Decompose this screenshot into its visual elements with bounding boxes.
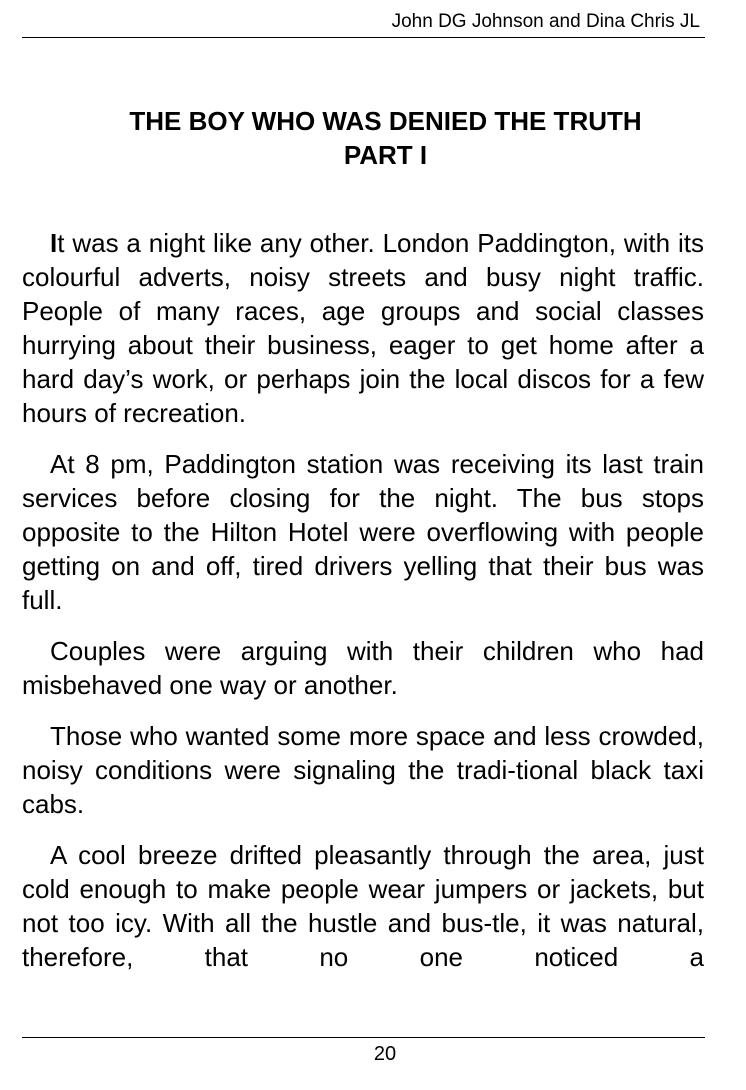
chapter-title-line-1: THE BOY WHO WAS DENIED THE TRUTH [129, 106, 642, 136]
paragraph-1-text: t was a night like any other. London Paddington, with its colourful adverts, noisy streets and busy night traffic. People of many races, age groups and social classes hurrying about their business, eager to get home after a hard day’s work, or perhaps join the local discos for a few hours of recreation. [22, 228, 704, 428]
paragraph-4: Those who wanted some more space and less crowded, noisy conditions were signaling the tradi-tional black taxi cabs. [22, 721, 704, 819]
body-text [22, 226, 704, 991]
paragraph-1 [22, 226, 704, 430]
paragraph-2: At 8 pm, Paddington station was receiving its last train services before closing for the night. The bus stops opposite to the Hilton Hotel were overflowing with people getting on and off, tired drivers yelling that their bus was full. [22, 449, 704, 615]
paragraph-3: Couples were arguing with their children who had misbehaved one way or another. [22, 636, 704, 700]
chapter-title [22, 104, 746, 172]
paragraph-5: A cool breeze drifted pleasantly through the area, just cold enough to make people wear jumpers or jackets, but not too icy. With all the hustle and bus-tle, it was natural, therefore, that no one noticed a [22, 840, 704, 972]
header-rule [22, 37, 705, 38]
bold-initial-letter: I [50, 228, 58, 258]
chapter-title-line-2: PART I [343, 140, 428, 170]
running-header: John DG Johnson and Dina Chris JL [391, 11, 700, 32]
page-number: 20 [373, 1043, 397, 1065]
footer-rule [22, 1037, 705, 1038]
